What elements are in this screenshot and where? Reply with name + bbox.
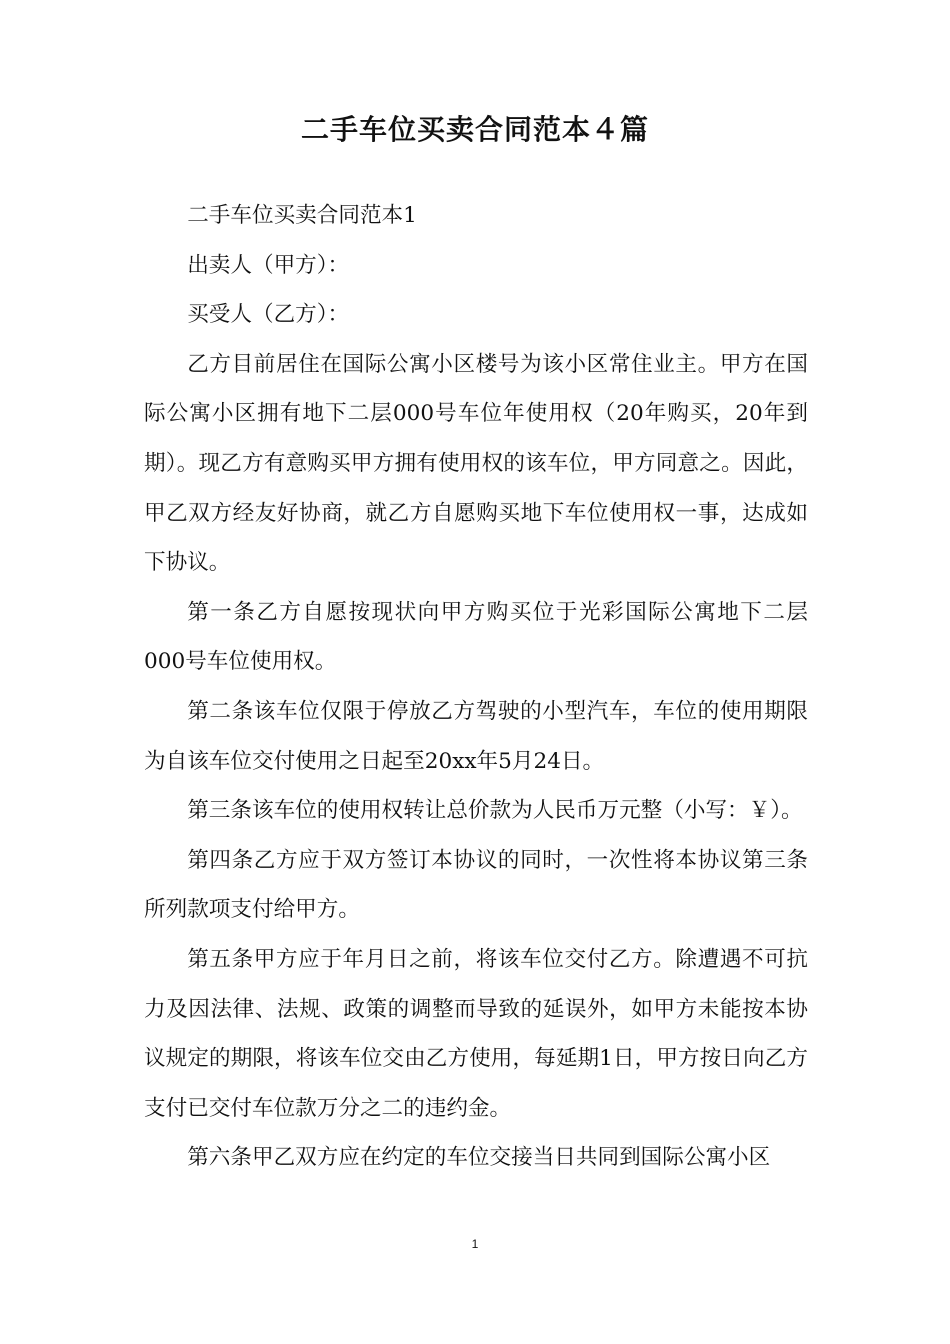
section-heading: 二手车位买卖合同范本1 [187, 203, 417, 228]
article-5: 第五条甲方应于年月日之前，将该车位交付乙方。除遭遇不可抗力及因法律、法规、政策的调整而导致的延误外，如甲方未能按本协议规定的期限，将该车位交由乙方使用，每延期1日，甲方按日向乙方支付已交付车位款万分之二的违约金。 [144, 946, 808, 1121]
page-number: 1 [471, 1237, 479, 1251]
article-2: 第二条该车位仅限于停放乙方驾驶的小型汽车，车位的使用期限为自该车位交付使用之日起至20xx年5月24日。 [144, 698, 808, 774]
buyer-line: 买受人（乙方）： [187, 302, 350, 328]
seller-line: 出卖人（甲方）： [187, 252, 350, 278]
article-1: 第一条乙方自愿按现状向甲方购买位于光彩国际公寓地下二层000号车位使用权。 [144, 599, 808, 675]
preamble-paragraph: 乙方目前居住在国际公寓小区楼号为该小区常住业主。甲方在国际公寓小区拥有地下二层000号车位年使用权（20年购买，20年到期）。现乙方有意购买甲方拥有使用权的该车位，甲方同意之。因此，甲乙双方经友好协商，就乙方自愿购买地下车位使用权一事，达成如下协议。 [144, 351, 808, 576]
document-title: 二手车位买卖合同范本４篇 [300, 113, 649, 146]
document-body [144, 191, 808, 1183]
article-4: 第四条乙方应于双方签订本协议的同时，一次性将本协议第三条所列款项支付给甲方。 [144, 847, 808, 923]
article-6: 第六条甲乙双方应在约定的车位交接当日共同到国际公寓小区 [187, 1145, 771, 1171]
article-3: 第三条该车位的使用权转让总价款为人民币万元整（小写：￥）。 [187, 798, 803, 824]
